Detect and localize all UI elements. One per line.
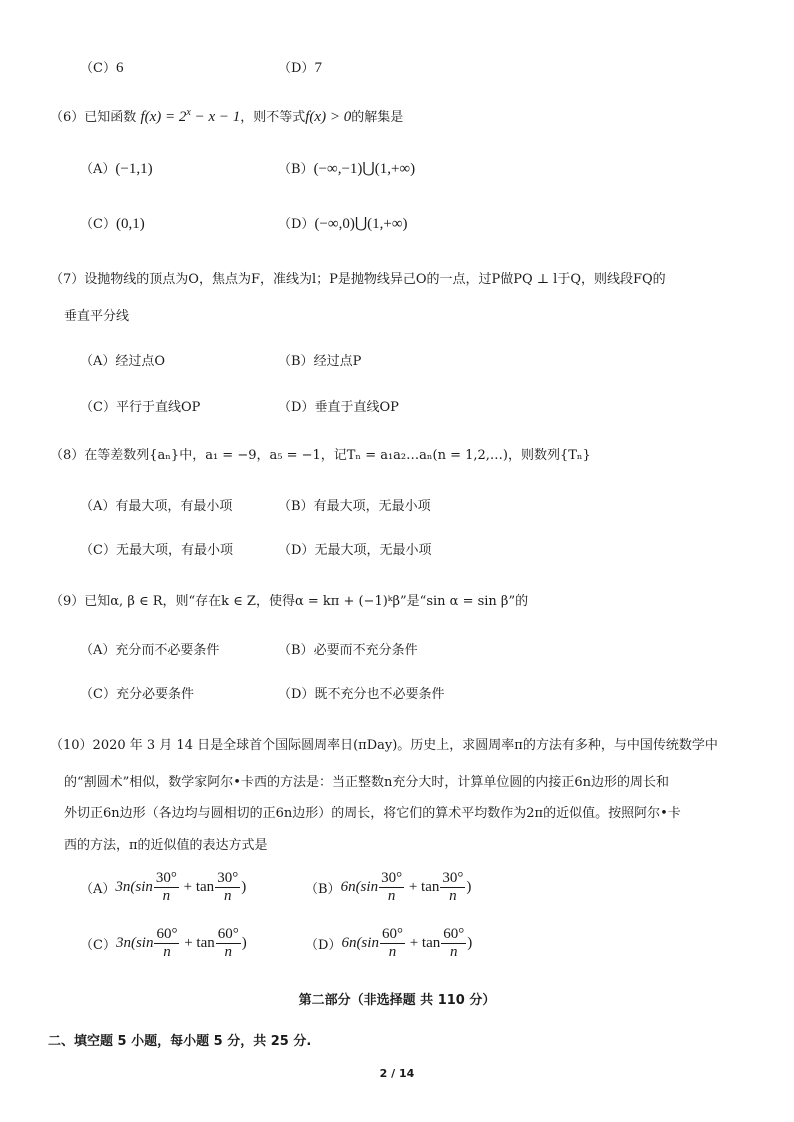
q7-stem-line2: 垂直平分线: [64, 309, 130, 324]
fraction-numerator: 60°: [217, 926, 239, 942]
option-value: 经过点P: [313, 354, 362, 369]
q8-option-b: [278, 495, 431, 514]
q7-option-a: [80, 350, 165, 369]
q6-option-d: [278, 213, 408, 233]
q5-option-d: [278, 57, 322, 77]
q6-option-b: [278, 158, 415, 178]
option-plus: + tan: [180, 935, 215, 951]
option-value: 无最大项，有最小项: [115, 543, 233, 558]
option-label: （A）: [80, 643, 116, 658]
close-paren: ): [241, 879, 247, 895]
option-label: （B）: [305, 882, 341, 897]
option-plus: + tan: [179, 879, 215, 895]
fraction-numerator: 30°: [381, 870, 403, 886]
q9-stem: [50, 590, 528, 609]
fraction-denominator: n: [388, 944, 397, 960]
q6-mid: ，则不等式: [240, 110, 306, 125]
option-label: （D）: [278, 400, 315, 415]
option-label: （C）: [80, 217, 116, 232]
option-value: 平行于直线OP: [115, 400, 201, 415]
fraction-denominator: n: [224, 944, 232, 960]
q10-stem-line1: [50, 734, 718, 753]
q10-option-d: [305, 926, 472, 961]
q8-option-a: [80, 495, 232, 514]
option-label: （A）: [80, 882, 116, 897]
fraction-numerator: 60°: [381, 926, 403, 942]
fraction: [154, 870, 179, 905]
q7-option-d: [278, 396, 399, 415]
option-value: 充分而不必要条件: [115, 643, 220, 658]
q10-option-b: [305, 870, 471, 905]
option-label: （C）: [80, 543, 116, 558]
q6-expr-base: f(x) = 2: [140, 109, 187, 125]
option-label: （B）: [278, 499, 314, 514]
option-value: 垂直于直线OP: [314, 400, 399, 415]
fraction: [380, 926, 405, 961]
option-label: （B）: [278, 643, 314, 658]
q5-option-c: [80, 57, 123, 77]
q6-stem: [50, 106, 403, 126]
q6-inequality: f(x) > 0: [305, 109, 352, 125]
fraction-denominator: n: [162, 888, 171, 904]
option-value: (−∞,0)⋃(1,+∞): [314, 216, 408, 232]
q9-option-b: [278, 639, 418, 658]
option-label: （A）: [80, 499, 116, 514]
option-value: 有最大项，有最小项: [115, 499, 233, 514]
option-label: （D）: [278, 543, 315, 558]
fraction-denominator: n: [387, 888, 396, 904]
q10-option-c: [80, 926, 247, 961]
q10-text-line1: 2020 年 3 月 14 日是全球首个国际圆周率日(πDay)。历史上，求圆周率π的方法有多种，与中国传统数学中: [92, 738, 718, 753]
q6-function-expr: [140, 109, 240, 125]
option-plus: + tan: [405, 879, 440, 895]
option-value: 无最大项，无最小项: [314, 543, 432, 558]
option-value: (0,1): [115, 216, 145, 232]
option-value: 既不充分也不必要条件: [314, 687, 445, 702]
q8-option-c: [80, 539, 233, 558]
q10-stem-line3: 外切正6n边形（各边均与圆相切的正6n边形）的周长，将它们的算术平均数作为2π的近似值。按照阿尔•卡: [64, 806, 681, 821]
q9-option-c: [80, 683, 194, 702]
fraction-denominator: n: [223, 888, 232, 904]
option-label: （D）: [305, 938, 342, 953]
option-coef: 6n(sin: [340, 879, 379, 895]
q9-option-d: [278, 683, 444, 702]
option-coef: 3n(sin: [115, 935, 154, 951]
q10-option-a: [80, 870, 246, 905]
q7-text: 设抛物线的顶点为O，焦点为F，准线为l；P是抛物线异己O的一点，过P做PQ ⊥ l于Q，则线段FQ的: [84, 272, 666, 287]
option-value: (−∞,−1)⋃(1,+∞): [313, 161, 416, 177]
option-value: 经过点O: [115, 354, 166, 369]
q6-expr-rest: − x − 1: [190, 109, 241, 125]
fraction-denominator: n: [163, 944, 171, 960]
page-number: 2 / 14: [379, 1067, 415, 1080]
close-paren: ): [467, 935, 473, 951]
fraction-numerator: 30°: [155, 870, 177, 886]
option-value: 有最大项，无最小项: [313, 499, 431, 514]
option-label: （B）: [278, 162, 314, 177]
q6-option-a: [80, 158, 153, 178]
fraction: [440, 870, 465, 905]
fraction-numerator: 60°: [156, 926, 178, 942]
close-paren: ): [241, 935, 247, 951]
q8-text: 在等差数列{aₙ}中，a₁ = −9，a₅ = −1，记Tₙ = a₁a₂…aₙ(n = 1,2,…)，则数列{Tₙ}: [84, 448, 591, 463]
q9-option-a: [80, 639, 219, 658]
q10-stem-line4: 西的方法，π的近似值的表达方式是: [64, 838, 268, 853]
option-coef: 6n(sin: [341, 935, 379, 951]
q8-option-d: [278, 539, 431, 558]
option-coef: 3n(sin: [115, 879, 153, 895]
option-label: （D）: [278, 217, 315, 232]
option-label: （C）: [80, 938, 116, 953]
fraction-numerator: 60°: [443, 926, 465, 942]
option-value: 6: [115, 60, 124, 76]
fraction-denominator: n: [449, 944, 458, 960]
question-number: （8）: [50, 448, 85, 463]
q8-stem: [50, 444, 591, 463]
question-number: （10）: [50, 738, 93, 753]
option-label: （A）: [80, 162, 116, 177]
option-label: （A）: [80, 354, 116, 369]
fraction: [441, 926, 466, 961]
option-label: （C）: [80, 61, 116, 76]
close-paren: ): [466, 879, 472, 895]
option-label: （C）: [80, 687, 116, 702]
fraction: [216, 926, 241, 961]
option-plus: + tan: [405, 935, 441, 951]
question-number: （9）: [50, 594, 85, 609]
option-label: （B）: [278, 354, 314, 369]
fraction-numerator: 30°: [442, 870, 464, 886]
question-number: （6）: [50, 110, 85, 125]
part-two-title: 第二部分（非选择题 共 110 分）: [298, 993, 496, 1008]
option-value: (−1,1): [115, 161, 153, 177]
q6-suffix: 的解集是: [351, 110, 404, 125]
q9-text: 已知α, β ∈ R，则“存在k ∈ Z，使得α = kπ + (−1)ᵏβ”是“sin α = sin β”的: [84, 594, 529, 609]
option-value: 必要而不充分条件: [313, 643, 418, 658]
option-value: 7: [314, 60, 322, 76]
option-label: （C）: [80, 400, 116, 415]
q7-stem-line1: [50, 268, 666, 287]
q6-prefix: 已知函数: [84, 110, 137, 125]
section-two-heading: 二、填空题 5 小题，每小题 5 分，共 25 分.: [48, 1034, 312, 1049]
q10-stem-line2: 的“割圆术”相似，数学家阿尔•卡西的方法是：当正整数n充分大时，计算单位圆的内接正6n边形的周长和: [64, 775, 669, 790]
option-value: 充分必要条件: [115, 687, 194, 702]
option-label: （D）: [278, 687, 315, 702]
fraction: [379, 870, 404, 905]
q6-option-c: [80, 213, 145, 233]
option-label: （D）: [278, 61, 315, 76]
q7-option-c: [80, 396, 200, 415]
q7-option-b: [278, 350, 361, 369]
fraction: [154, 926, 179, 961]
fraction-denominator: n: [449, 888, 457, 904]
q6-expr-exponent: x: [186, 107, 191, 118]
question-number: （7）: [50, 272, 85, 287]
fraction-numerator: 30°: [217, 870, 239, 886]
fraction: [215, 870, 240, 905]
